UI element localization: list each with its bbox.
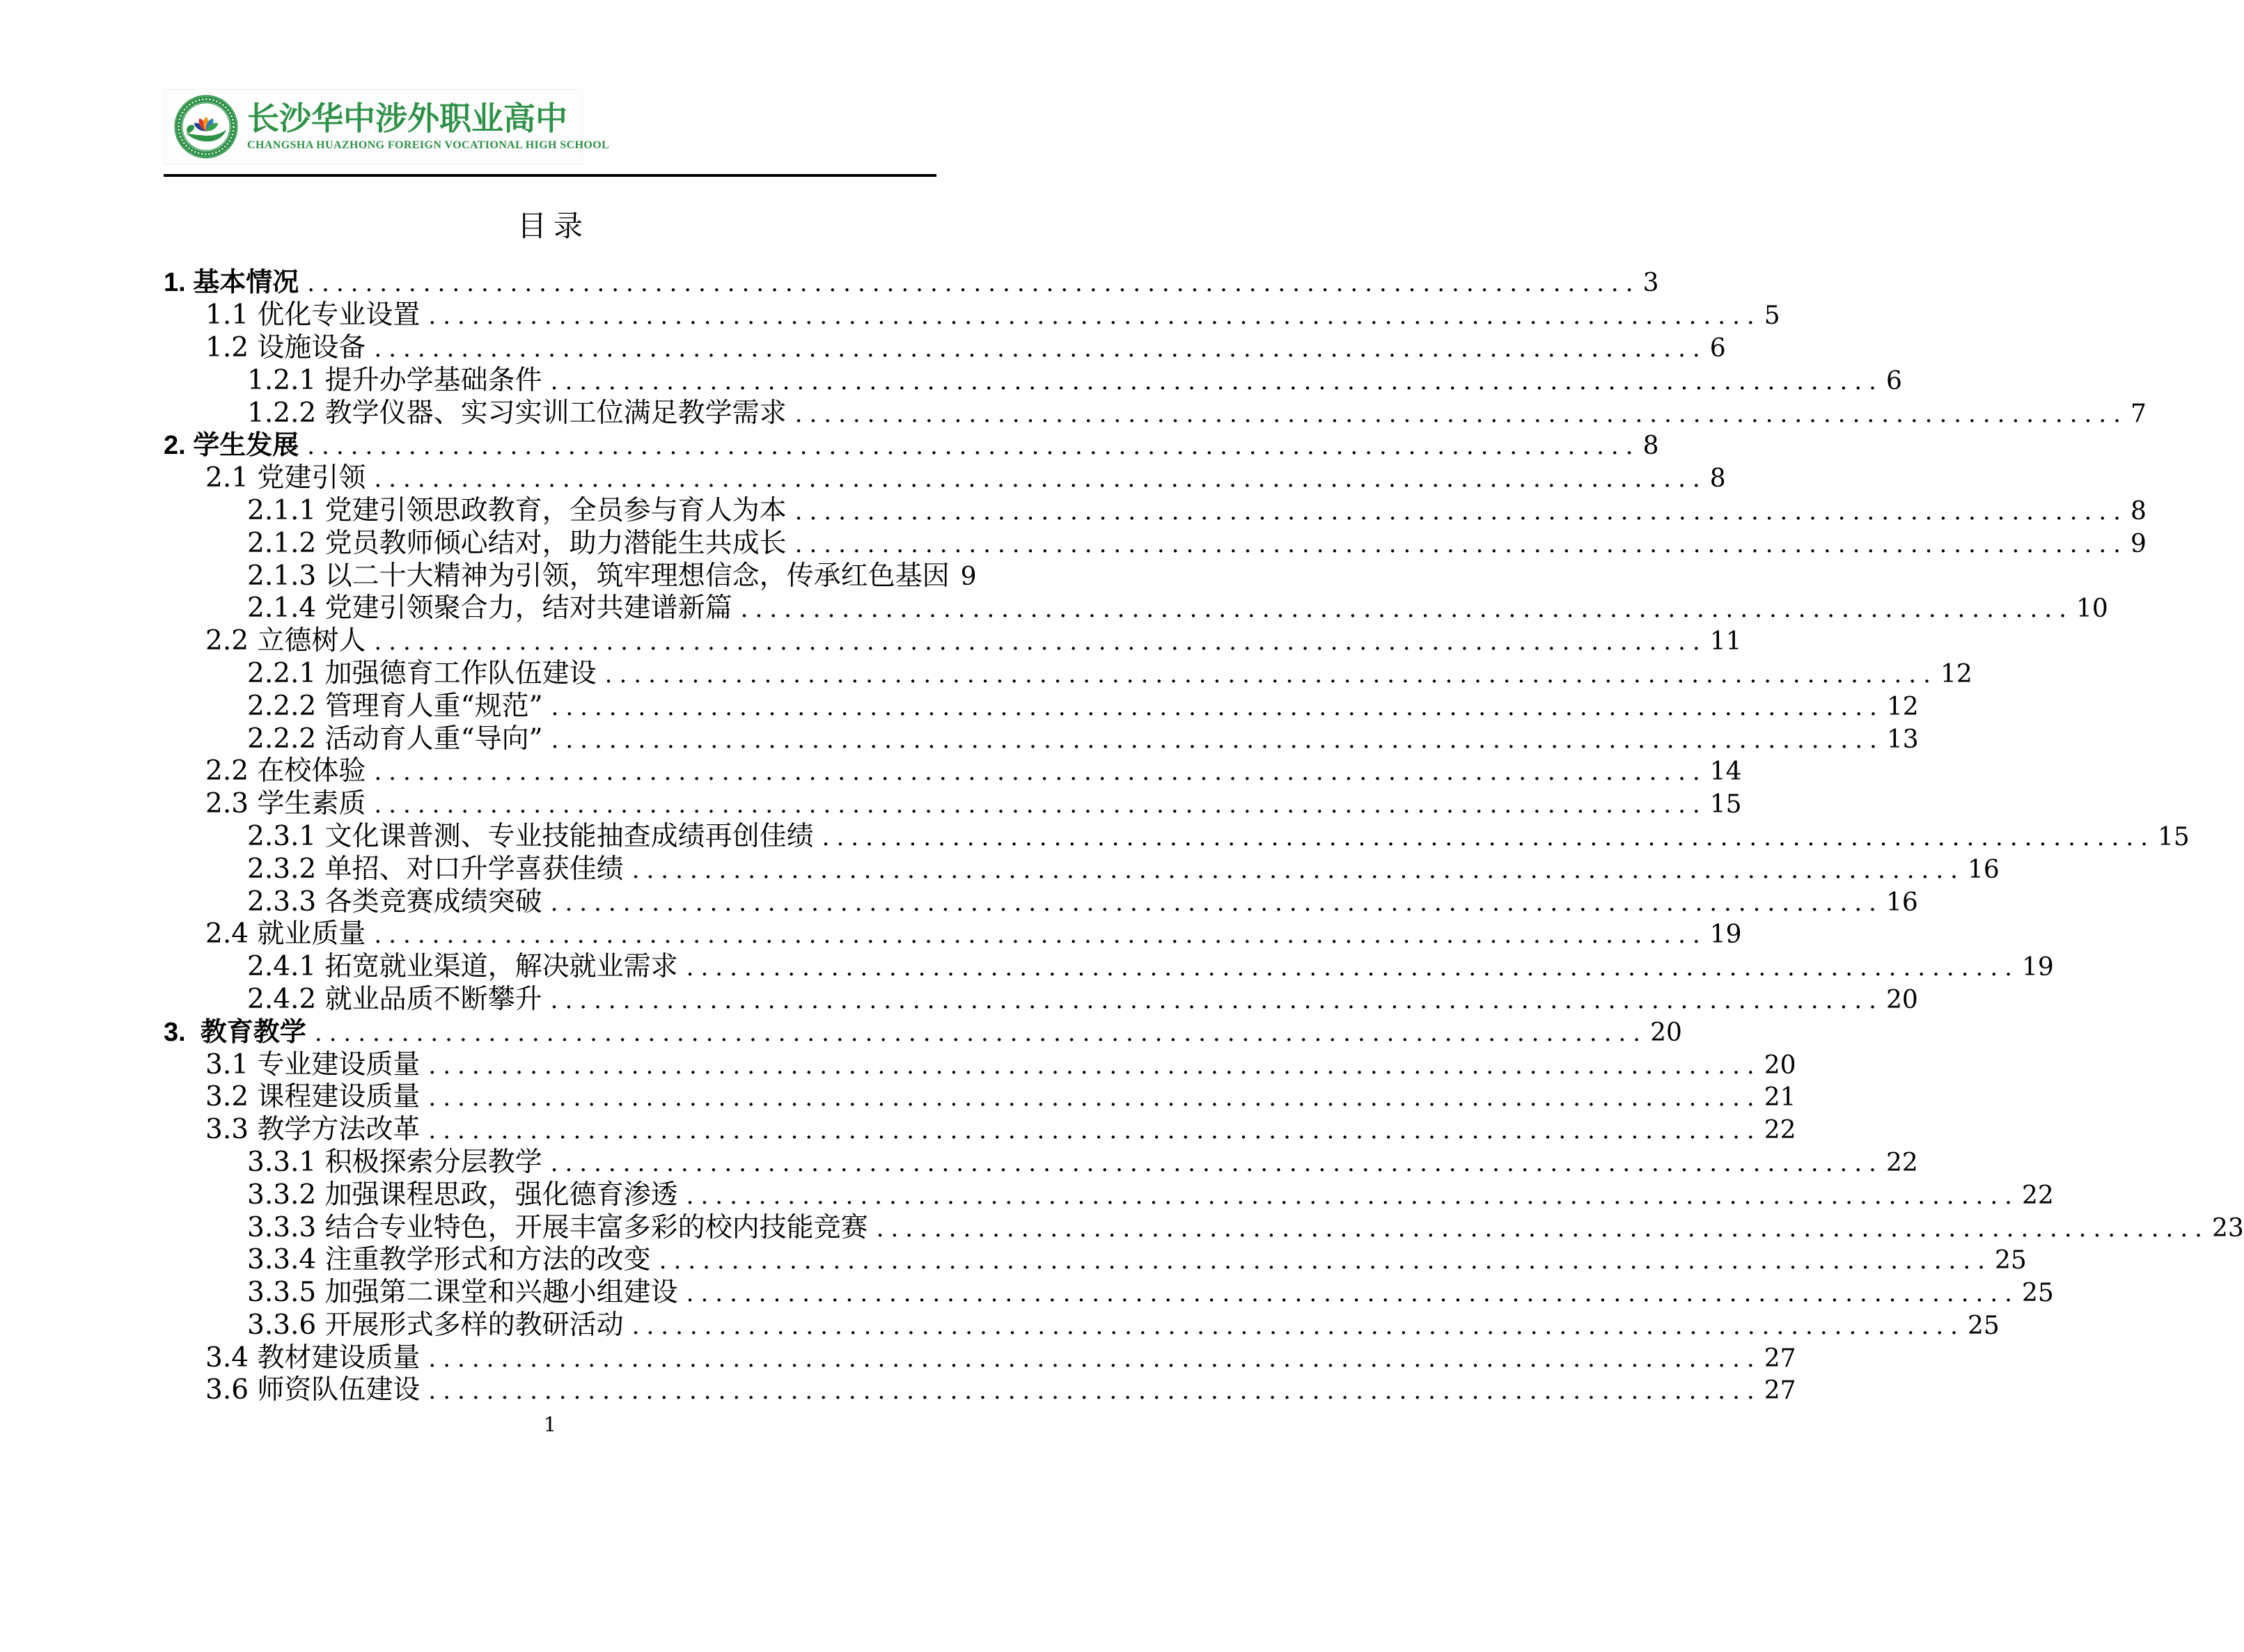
toc-dot-leader	[306, 1017, 1649, 1050]
toc-entry[interactable]	[164, 1277, 2054, 1309]
toc-dot-leader	[678, 1180, 2021, 1213]
toc-entry-label: 2.3.2 单招、对口升学喜获佳绩	[247, 853, 624, 885]
toc-dot-leader	[624, 1310, 1966, 1343]
toc-dot-leader	[597, 659, 1939, 691]
toc-entry-page: 8	[1709, 464, 1726, 494]
toc-entry-page: 8	[1642, 432, 1659, 461]
toc-entry-page: 14	[1709, 757, 1742, 787]
toc-entry-page: 12	[1940, 659, 1972, 689]
toc-entry-page: 6	[1885, 366, 1902, 395]
toc-entry[interactable]	[164, 723, 1919, 756]
toc-dot-leader	[678, 1277, 2021, 1310]
toc-entry[interactable]	[164, 690, 1919, 723]
toc-dot-leader	[299, 430, 1641, 463]
toc-entry-label: 1.1 优化专业设置	[205, 299, 421, 331]
toc-entry-page: 7	[2130, 399, 2147, 428]
toc-entry-label: 3.3.3 结合专业特色，开展丰富多彩的校内技能竞赛	[247, 1211, 868, 1243]
toc-entry-label: 3.1 专业建设质量	[205, 1048, 421, 1080]
toc-dot-leader	[366, 789, 1708, 821]
toc-entry-label: 2.4.2 就业品质不断攀升	[247, 983, 542, 1015]
toc-entry[interactable]	[164, 1244, 2027, 1277]
toc-entry[interactable]	[164, 1179, 2054, 1212]
toc-entry-page: 20	[1885, 985, 1918, 1014]
toc-entry[interactable]	[164, 267, 1659, 299]
toc-entry[interactable]	[164, 886, 1918, 919]
toc-entry-page: 6	[1709, 333, 1726, 363]
toc-entry-page: 27	[1764, 1376, 1796, 1406]
toc-entry-page: 22	[1764, 1116, 1796, 1145]
toc-dot-leader	[299, 267, 1641, 300]
toc-entry-page: 13	[1886, 725, 1919, 754]
toc-entry[interactable]	[164, 1309, 2000, 1342]
toc-list	[164, 267, 2244, 1407]
toc-entry-label: 1.2.2 教学仪器、实习实训工位满足教学需求	[247, 397, 787, 429]
toc-entry-label: 3.4 教材建设质量	[205, 1342, 421, 1374]
toc-dot-leader	[787, 398, 2129, 431]
school-letterhead	[164, 89, 610, 164]
toc-entry[interactable]	[164, 755, 1742, 788]
toc-entry[interactable]	[164, 1048, 1796, 1082]
toc-entry[interactable]	[164, 592, 2108, 625]
toc-entry-label: 2.1.4 党建引领聚合力，结对共建谱新篇	[247, 592, 732, 624]
toc-entry[interactable]	[164, 364, 1902, 398]
toc-entry-label: 1.2 设施设备	[205, 331, 366, 363]
toc-entry[interactable]	[164, 1342, 1796, 1375]
toc-dot-leader	[678, 952, 2021, 984]
toc-entry-label: 2.2.2 管理育人重“规范”	[247, 690, 543, 722]
toc-entry-page: 22	[1885, 1148, 1918, 1177]
toc-entry-page: 19	[2021, 953, 2054, 982]
page-number: 1	[543, 1413, 557, 1437]
toc-entry[interactable]	[164, 951, 2054, 984]
toc-dot-leader	[542, 365, 1885, 398]
toc-dot-leader	[366, 756, 1708, 789]
toc-entry[interactable]	[164, 560, 977, 593]
toc-dot-leader	[624, 854, 1966, 887]
toc-entry[interactable]	[164, 462, 1726, 495]
toc-dot-leader	[868, 1213, 2211, 1245]
toc-entry-page: 3	[1642, 269, 1659, 298]
toc-entry[interactable]	[164, 657, 1972, 691]
toc-entry-label: 3. 教育教学	[164, 1017, 306, 1047]
toc-dot-leader	[420, 1050, 1762, 1083]
toc-entry-page: 25	[1994, 1246, 2027, 1275]
toc-entry-page: 8	[2130, 496, 2147, 526]
toc-entry-label: 2.4 就业质量	[205, 918, 366, 950]
toc-dot-leader	[814, 821, 2156, 854]
toc-entry[interactable]	[164, 527, 2147, 560]
toc-entry-page: 10	[2076, 595, 2108, 624]
toc-dot-leader	[366, 919, 1708, 952]
toc-entry-page: 21	[1764, 1083, 1796, 1112]
toc-entry[interactable]	[164, 430, 1659, 462]
school-name-english: CHANGSHA HUAZHONG FOREIGN VOCATIONAL HIGH SCHOOL	[247, 139, 610, 151]
toc-dot-leader	[543, 691, 1885, 724]
toc-entry-label: 2.1.1 党建引领思政教育，全员参与育人为本	[247, 494, 787, 526]
toc-dot-leader	[420, 1375, 1762, 1408]
toc-entry[interactable]	[164, 788, 1742, 821]
toc-entry[interactable]	[164, 1211, 2244, 1245]
toc-entry-page: 23	[2211, 1213, 2244, 1243]
school-name-block	[247, 100, 610, 151]
toc-dot-leader	[420, 1115, 1762, 1147]
header-divider-line	[164, 174, 936, 177]
toc-entry-label: 2.4.1 拓宽就业渠道，解决就业需求	[247, 951, 678, 983]
toc-entry-label: 3.3.2 加强课程思政，强化德育渗透	[247, 1179, 678, 1211]
toc-entry-page: 25	[2021, 1279, 2054, 1308]
toc-entry-page: 5	[1764, 301, 1780, 331]
toc-entry-label: 3.3.1 积极探索分层教学	[247, 1146, 542, 1178]
toc-entry[interactable]	[164, 1016, 1682, 1049]
toc-dot-leader	[366, 463, 1708, 496]
toc-dot-leader	[420, 300, 1762, 333]
toc-dot-leader	[542, 984, 1885, 1017]
toc-title: 目录	[517, 209, 590, 243]
toc-dot-leader	[366, 333, 1708, 365]
toc-entry-label: 2. 学生发展	[164, 431, 299, 461]
toc-entry[interactable]	[164, 299, 1780, 332]
toc-entry-page: 11	[1709, 627, 1742, 656]
toc-dot-leader	[542, 1147, 1885, 1180]
toc-entry[interactable]	[164, 983, 1918, 1016]
toc-dot-leader	[366, 626, 1708, 659]
toc-dot-leader	[420, 1343, 1762, 1376]
toc-entry-page: 15	[2157, 822, 2190, 851]
toc-entry-label: 2.3.1 文化课普测、专业技能抽查成绩再创佳绩	[247, 820, 814, 852]
toc-entry-page: 27	[1764, 1344, 1796, 1373]
toc-entry[interactable]	[164, 853, 2000, 886]
toc-entry[interactable]	[164, 494, 2147, 528]
toc-entry-page: 9	[2130, 529, 2147, 558]
toc-entry[interactable]	[164, 1081, 1796, 1114]
toc-entry-label: 2.1 党建引领	[205, 462, 366, 494]
toc-entry-page: 16	[1885, 888, 1918, 917]
toc-entry-page: 25	[1967, 1311, 2000, 1340]
toc-entry-page: 19	[1709, 920, 1742, 950]
document-page	[0, 89, 2244, 1652]
toc-entry-label: 2.2.1 加强德育工作队伍建设	[247, 657, 597, 689]
toc-entry[interactable]	[164, 625, 1742, 658]
toc-entry[interactable]	[164, 331, 1726, 365]
toc-entry[interactable]	[164, 820, 2190, 853]
toc-entry-label: 3.3.6 开展形式多样的教研活动	[247, 1309, 624, 1341]
toc-entry-label: 2.1.2 党员教师倾心结对，助力潜能生共成长	[247, 527, 787, 559]
toc-entry-label: 1.2.1 提升办学基础条件	[247, 364, 542, 396]
toc-entry-label: 2.2.2 活动育人重“导向”	[247, 723, 543, 755]
toc-entry-label: 2.3.3 各类竞赛成绩突破	[247, 886, 542, 918]
toc-entry-page: 20	[1764, 1051, 1796, 1080]
toc-dot-leader	[732, 593, 2075, 626]
toc-entry-label: 3.6 师资队伍建设	[205, 1374, 421, 1406]
toc-entry-label: 3.2 课程建设质量	[205, 1081, 421, 1113]
toc-dot-leader	[787, 528, 2129, 561]
toc-dot-leader	[420, 1082, 1762, 1115]
toc-entry[interactable]	[164, 1114, 1796, 1147]
school-name-chinese: 长沙华中涉外职业高中	[247, 100, 567, 138]
toc-entry[interactable]	[164, 397, 2147, 430]
toc-dot-leader	[651, 1245, 1993, 1277]
toc-entry[interactable]	[164, 918, 1742, 951]
toc-entry-label: 2.2 立德树人	[205, 625, 366, 657]
toc-entry[interactable]	[164, 1146, 1918, 1179]
toc-entry-label: 2.1.3 以二十大精神为引领，筑牢理想信念，传承红色基因	[247, 560, 950, 592]
toc-entry-page: 9	[960, 562, 977, 591]
toc-entry-page: 16	[1967, 855, 2000, 884]
toc-entry-label: 3.3 教学方法改革	[205, 1114, 421, 1146]
toc-entry-label: 1. 基本情况	[164, 268, 299, 298]
toc-entry-label: 3.3.5 加强第二课堂和兴趣小组建设	[247, 1277, 678, 1309]
toc-entry-page: 15	[1709, 790, 1742, 819]
toc-entry[interactable]	[164, 1374, 1796, 1407]
toc-dot-leader	[787, 496, 2129, 528]
toc-entry-page: 22	[2021, 1181, 2054, 1210]
toc-entry-label: 3.3.4 注重教学形式和方法的改变	[247, 1244, 651, 1276]
toc-dot-leader	[543, 724, 1885, 757]
toc-entry-page: 12	[1886, 692, 1919, 721]
toc-entry-page: 20	[1650, 1018, 1682, 1047]
toc-entry-label: 2.2 在校体验	[205, 755, 366, 787]
school-emblem-icon	[174, 95, 238, 159]
toc-entry-label: 2.3 学生素质	[205, 788, 366, 820]
toc-dot-leader	[542, 887, 1885, 920]
